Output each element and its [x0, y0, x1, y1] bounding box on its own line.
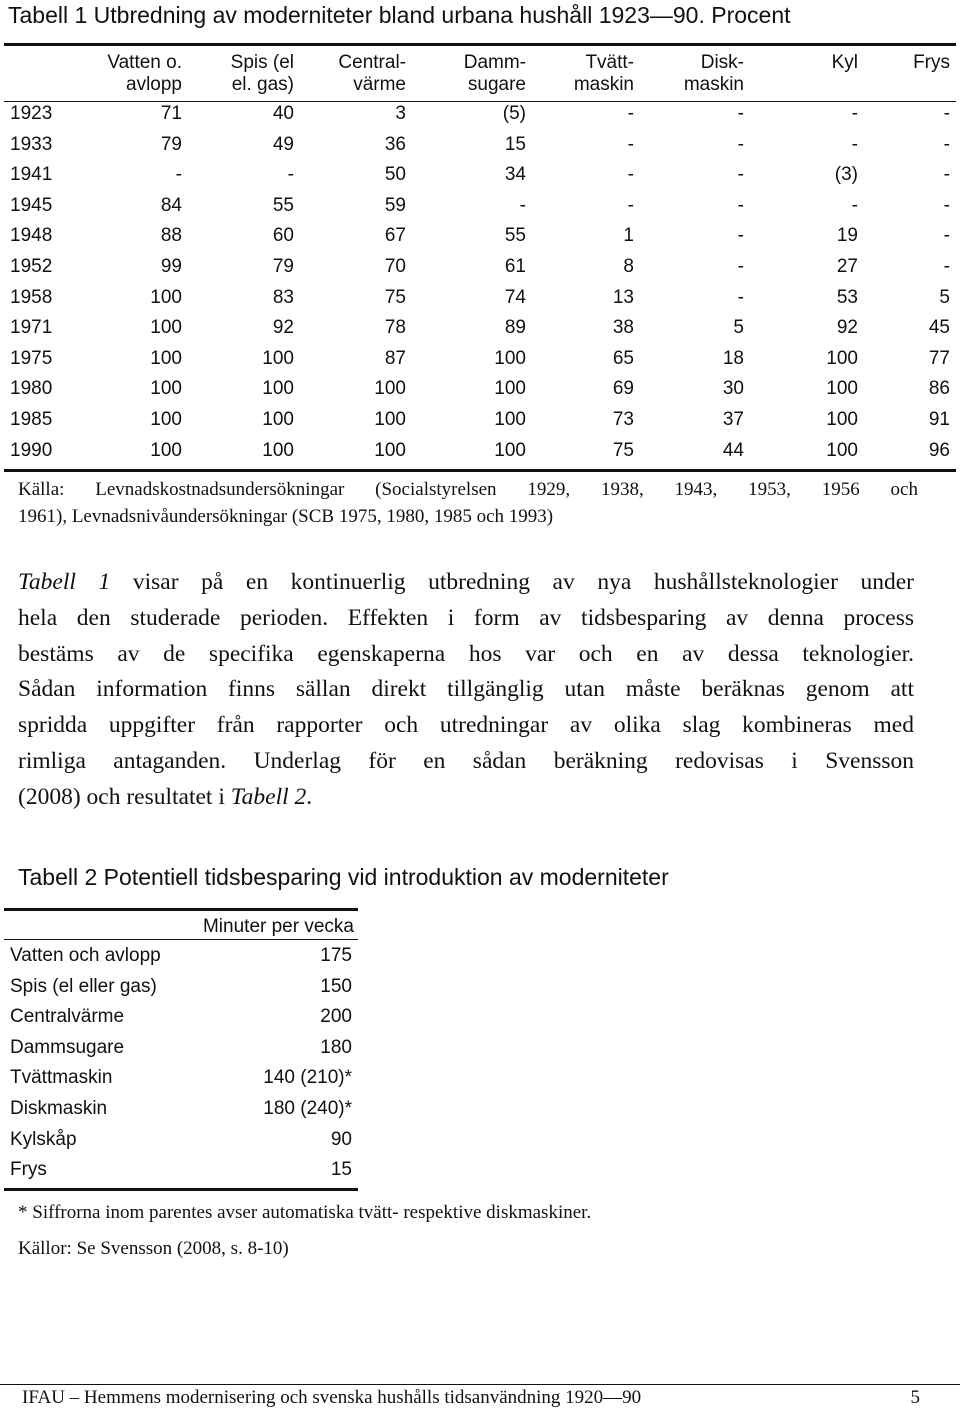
table1-column-header-text: Tvätt- [585, 52, 634, 73]
table1-value-cell: 92 [272, 317, 294, 339]
table1-value-cell: 38 [612, 317, 634, 339]
table1-value-cell: 100 [826, 439, 858, 461]
table1-value-cell: 37 [722, 408, 744, 430]
table1-value-cell: 8 [623, 255, 634, 277]
table1-value-cell: 100 [262, 378, 294, 400]
table2-footnote: * Siffrorna inom parentes avser automatiska tvätt- respektive diskmaskiner. [18, 1202, 592, 1223]
table1-value-cell: - [737, 164, 744, 186]
table1-value-cell: 36 [384, 133, 406, 155]
table1-row [4, 160, 956, 191]
table1-value-cell: 75 [612, 439, 634, 461]
table1-value-cell: (5) [502, 103, 526, 124]
table1-value-cell: 78 [384, 317, 406, 339]
table1-row [4, 313, 956, 344]
table1-year-cell: 1985 [10, 408, 53, 430]
table1-row [4, 221, 956, 252]
table2-item-cell: Frys [10, 1159, 47, 1181]
table1-column-header-text: Disk- [700, 52, 744, 73]
table1-value-cell: 100 [150, 347, 182, 369]
table2-title: Tabell 2 Potentiell tidsbesparing vid introduktion av moderniteter [18, 864, 669, 890]
table1-value-cell: - [943, 255, 950, 277]
table1-value-cell: 30 [722, 378, 744, 400]
table1-row [4, 374, 956, 405]
table1-source-line: 1961), Levnadsnivåundersökningar (SCB 1975, 1980, 1985 och 1993) [18, 506, 554, 527]
table1-value-cell: 77 [928, 347, 950, 369]
table1-value-cell: 5 [939, 286, 950, 308]
table1-column-header [532, 52, 640, 99]
table1-value-cell: 49 [272, 133, 294, 155]
table1-year-cell: 1958 [10, 286, 53, 308]
table2-row [4, 1155, 358, 1186]
table1-reference: Tabell 1 [18, 569, 111, 595]
table1-value-cell: 55 [272, 194, 294, 216]
table1-value-cell: - [851, 103, 858, 124]
table1-value-cell: 100 [150, 317, 182, 339]
table1-value-cell: - [943, 103, 950, 124]
table1-value-cell: 100 [150, 378, 182, 400]
table1-value-cell: 53 [836, 286, 858, 308]
table2-minutes-cell: 180 [320, 1036, 352, 1058]
table1-column-header-text: Damm- [463, 52, 526, 73]
table1-value-cell: 74 [504, 286, 526, 308]
table1-value-cell: 40 [272, 103, 294, 124]
table1-value-cell: 100 [374, 439, 406, 461]
table2-row [4, 1125, 358, 1156]
table1-year-cell: 1952 [10, 255, 53, 277]
table1-year-cell: 1941 [10, 164, 53, 186]
body-line: hela den studerade perioden. Effekten i form av tidsbesparing av denna process [18, 604, 914, 631]
table1-column-header-text [4, 52, 70, 74]
table1-value-cell: - [943, 133, 950, 155]
table1-value-cell: 79 [272, 255, 294, 277]
table1-value-cell: 5 [733, 317, 744, 339]
table1-value-cell: - [627, 164, 634, 186]
table1-value-cell: 67 [384, 225, 406, 247]
table1-value-cell: - [287, 164, 294, 186]
table1-row [4, 405, 956, 436]
table1-title: Tabell 1 Utbredning av moderniteter bland urbana hushåll 1923—90. Procent [8, 2, 791, 28]
table1-year-cell: 1933 [10, 133, 53, 155]
table1-body [4, 99, 956, 466]
table1-value-cell: 45 [928, 317, 950, 339]
table1-header-rule [4, 101, 956, 102]
body-text: (2008) och resultatet i [18, 783, 231, 810]
table2-row [4, 1094, 358, 1125]
table1-value-cell: - [737, 103, 744, 124]
table1-value-cell: 84 [160, 194, 182, 216]
table1-value-cell: 61 [504, 255, 526, 277]
table1-value-cell: 100 [826, 347, 858, 369]
table1-column-header [864, 52, 956, 99]
table2-item-cell: Diskmaskin [10, 1097, 108, 1119]
table1-column-header-text [4, 74, 70, 96]
table1-row [4, 283, 956, 314]
table1-value-cell: 89 [504, 317, 526, 339]
table2-minutes-cell: 200 [320, 1006, 352, 1028]
table1-column-header-text: Frys [913, 52, 950, 73]
body-text: . [306, 783, 313, 810]
table1-value-cell: - [737, 194, 744, 216]
table1-column-header-text: sugare [467, 74, 526, 95]
table2-row [4, 972, 358, 1003]
table2-row [4, 941, 358, 972]
table2-header-item [4, 912, 194, 941]
table1-year-cell: 1923 [10, 103, 53, 124]
table1-value-cell: 69 [612, 378, 634, 400]
table1-value-cell: 18 [722, 347, 744, 369]
table2-minutes-cell: 140 (210)* [263, 1067, 352, 1089]
table1-year-cell: 1990 [10, 439, 53, 461]
table1-value-cell: 92 [836, 317, 858, 339]
table1-value-cell: 100 [262, 408, 294, 430]
table1-value-cell: 79 [160, 133, 182, 155]
table1-value-cell: - [737, 286, 744, 308]
table1-row [4, 130, 956, 161]
table2-item-cell: Vatten och avlopp [10, 945, 161, 966]
table1-column-header-text: maskin [683, 74, 744, 95]
table1-source-line: Källa: Levnadskostnadsundersökningar (Socialstyrelsen 1929, 1938, 1943, 1953, 1956 och [18, 479, 918, 500]
body-text: visar på en kontinuerlig utbredning av nya hushållsteknologier under [110, 569, 914, 595]
table2-row [4, 1033, 358, 1064]
table2-minutes-cell: 175 [320, 945, 352, 966]
body-line: spridda uppgifter från rapporter och utredningar av olika slag kombineras med [18, 712, 914, 739]
table1-value-cell: - [737, 133, 744, 155]
footer-text: IFAU – Hemmens modernisering och svenska hushålls tidsanvändning 1920—90 [22, 1387, 642, 1408]
table1-value-cell: 96 [928, 439, 950, 461]
table1-value-cell: 55 [504, 225, 526, 247]
table1-value-cell: - [627, 194, 634, 216]
table1-value-cell: 34 [504, 164, 526, 186]
table2-body [4, 941, 358, 1186]
table1-row [4, 252, 956, 283]
table1-value-cell: - [175, 164, 182, 186]
page-number: 5 [910, 1387, 920, 1408]
table2-top-rule [4, 908, 358, 911]
table2-minutes-cell: 90 [330, 1128, 352, 1150]
table1-value-cell: 100 [494, 408, 526, 430]
table1-value-cell: 100 [150, 408, 182, 430]
table1-value-cell: 100 [374, 378, 406, 400]
table1-row [4, 436, 956, 467]
table1-value-cell: 19 [836, 225, 858, 247]
table1-value-cell: 86 [928, 378, 950, 400]
table1-value-cell: 88 [160, 225, 182, 247]
table1-value-cell: 1 [623, 225, 634, 247]
table2-sources: Källor: Se Svensson (2008, s. 8-10) [18, 1238, 289, 1259]
table2-item-cell: Kylskåp [10, 1128, 77, 1150]
table1 [4, 52, 956, 466]
table1-value-cell: 15 [504, 133, 526, 155]
table2-item-cell: Spis (el eller gas) [10, 975, 157, 997]
table2-minutes-cell: 180 (240)* [263, 1097, 352, 1119]
table1-value-cell: 100 [150, 286, 182, 308]
table1-value-cell: 3 [395, 103, 406, 124]
body-line [18, 565, 914, 601]
table1-value-cell: 75 [384, 286, 406, 308]
table1-column-header-text: el. gas) [231, 74, 294, 95]
table1-column-header-text: Vatten o. [107, 52, 182, 73]
table2-item-cell: Centralvärme [10, 1006, 125, 1028]
table2-minutes-cell: 150 [320, 975, 352, 997]
table1-value-cell: 13 [612, 286, 634, 308]
table2-item-cell: Dammsugare [10, 1036, 125, 1058]
table1-column-header-text: maskin [573, 74, 634, 95]
table1-column-header [412, 52, 532, 99]
table2-reference: Tabell 2 [230, 783, 307, 810]
table1-column-header-text [864, 74, 950, 96]
table1-top-rule [4, 43, 956, 46]
table2-header-rule [4, 939, 358, 940]
table2-row [4, 1002, 358, 1033]
table1-column-header-text: avlopp [126, 74, 182, 95]
table1-column-header-text: värme [353, 74, 406, 95]
table1-value-cell: - [737, 255, 744, 277]
table1-value-cell: - [737, 225, 744, 247]
table2-header-row [4, 912, 358, 941]
table1-value-cell: 100 [494, 439, 526, 461]
table1-value-cell: 100 [262, 347, 294, 369]
table2-bottom-rule [4, 1188, 358, 1191]
table1-value-cell: (3) [834, 164, 858, 186]
table1-value-cell: 100 [262, 439, 294, 461]
table2-item-cell: Tvättmaskin [10, 1067, 113, 1089]
body-line: rimliga antaganden. Underlag för en sådan beräkning redovisas i Svensson [18, 747, 914, 774]
table1-value-cell: - [851, 133, 858, 155]
table1-value-cell: - [851, 194, 858, 216]
table2-minutes-cell: 15 [330, 1159, 352, 1181]
body-paragraph [18, 565, 914, 816]
table2-header [4, 912, 358, 941]
table1-value-cell: 60 [272, 225, 294, 247]
table1-value-cell: 83 [272, 286, 294, 308]
table1-column-header [188, 52, 300, 99]
table1-row [4, 191, 956, 222]
table1-value-cell: 100 [494, 347, 526, 369]
table1-column-header [300, 52, 412, 99]
table1-value-cell: 100 [150, 439, 182, 461]
table2-header-minutes: Minuter per vecka [202, 916, 354, 937]
table1-value-cell: 100 [494, 378, 526, 400]
table1-value-cell: - [943, 194, 950, 216]
table1-source-note [18, 476, 918, 530]
table1-value-cell: 65 [612, 347, 634, 369]
table1-value-cell: - [627, 133, 634, 155]
table1-bottom-rule [4, 469, 956, 472]
table1-column-header-text: Central- [338, 52, 406, 73]
table1-row [4, 99, 956, 130]
footer-rule [0, 1384, 960, 1385]
table1-column-header-text [750, 74, 858, 96]
table1-value-cell: 71 [160, 103, 182, 124]
table2 [4, 912, 358, 1186]
table1-value-cell: - [943, 225, 950, 247]
table1-header-row [4, 52, 956, 99]
body-line: Sådan information finns sällan direkt tillgänglig utan måste beräknas genom att [18, 676, 914, 703]
table1-value-cell: 91 [928, 408, 950, 430]
table1-year-cell: 1971 [10, 317, 53, 339]
table1-year-cell: 1980 [10, 378, 53, 400]
table1-column-header [750, 52, 864, 99]
table1-column-header [76, 52, 188, 99]
body-line: bestäms av de specifika egenskaperna hos var och en av dessa teknologier. [18, 640, 914, 667]
table1-value-cell: 100 [826, 408, 858, 430]
table1-value-cell: 73 [612, 408, 634, 430]
table1-value-cell: - [943, 164, 950, 186]
table1-value-cell: 100 [826, 378, 858, 400]
table1-column-header [4, 52, 76, 99]
table2-row [4, 1063, 358, 1094]
table1-column-header [640, 52, 750, 99]
table1-row [4, 344, 956, 375]
table1-year-cell: 1975 [10, 347, 53, 369]
table1-column-header-text: Spis (el [230, 52, 294, 73]
table1-value-cell: 70 [384, 255, 406, 277]
table1-value-cell: 27 [836, 255, 858, 277]
table1-value-cell: 100 [374, 408, 406, 430]
table1-value-cell: 59 [384, 194, 406, 216]
body-line [18, 780, 914, 816]
table1-value-cell: 99 [160, 255, 182, 277]
table1-header [4, 52, 956, 99]
table1-year-cell: 1945 [10, 194, 53, 216]
table1-value-cell: 87 [384, 347, 406, 369]
table1-value-cell: - [627, 103, 634, 124]
table1-value-cell: 44 [722, 439, 744, 461]
table1-value-cell: 50 [384, 164, 406, 186]
table1-column-header-text: Kyl [831, 52, 858, 73]
table1-value-cell: - [519, 194, 526, 216]
table1-year-cell: 1948 [10, 225, 53, 247]
